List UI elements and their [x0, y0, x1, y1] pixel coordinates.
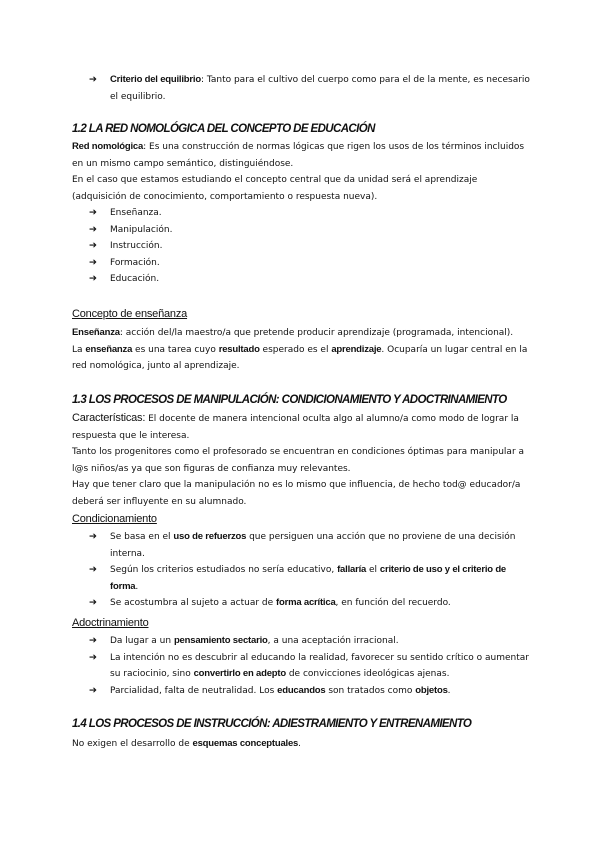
bold-term: fallaría — [337, 564, 367, 575]
arrow-icon: ➔ — [89, 223, 97, 235]
list-item — [72, 529, 532, 562]
subsection-heading: Adoctrinamiento — [72, 617, 149, 629]
bold-term: educandos — [277, 684, 326, 696]
condicionamiento-block — [72, 529, 532, 612]
text-run: . — [447, 685, 451, 696]
text-run: Se basa en el — [110, 532, 174, 542]
text-run: Según los criterios estudiados no sería educativo, — [110, 565, 338, 575]
item-text: Educación. — [110, 274, 160, 284]
bold-term: enseñanza — [85, 343, 133, 355]
arrow-icon: ➔ — [89, 240, 97, 251]
text-run: esperado es el — [259, 344, 332, 355]
text-run: , en función del recuerdo. — [335, 598, 451, 608]
red-nomologica-block — [72, 139, 532, 288]
list-item — [72, 683, 532, 700]
paragraph — [72, 342, 532, 375]
bold-term: Criterio del equilibrio — [110, 74, 201, 85]
definition-paragraph — [72, 325, 532, 342]
manipulacion-block — [72, 411, 532, 510]
arrow-icon: ➔ — [89, 273, 97, 284]
arrow-icon: ➔ — [89, 635, 97, 646]
list-item — [72, 650, 532, 683]
text-run: Parcialidad, falta de neutralidad. Los — [110, 685, 278, 696]
subsection-heading: Condicionamiento — [72, 513, 157, 525]
arrow-icon: ➔ — [89, 207, 97, 218]
section-heading: 1.4 LOS PROCESOS DE INSTRUCCIÓN: ADIESTRAMIENTO Y ENTRENAMIENTO — [72, 718, 472, 730]
text-run: Da lugar a un — [110, 636, 174, 646]
arrow-icon: ➔ — [89, 531, 97, 542]
text-run: Se acostumbra al sujeto a actuar de — [110, 598, 277, 608]
bold-term: pensamiento sectario — [173, 635, 268, 646]
definition-paragraph — [72, 139, 532, 172]
bold-term: objetos — [415, 684, 448, 696]
instruccion-block — [72, 736, 532, 753]
text-run: , a una aceptación irracional. — [267, 636, 399, 646]
text-run: son tratados como — [325, 685, 416, 696]
text-run: . — [298, 739, 302, 749]
list-item — [72, 222, 532, 239]
paragraph-text: : Es una construcción de normas lógicas que rigen los usos de los términos incluidos en un mismo campo semántico, distinguiéndose. — [72, 142, 525, 169]
concepto-block — [72, 325, 532, 375]
arrow-icon: ➔ — [89, 74, 97, 85]
section-heading: 1.2 LA RED NOMOLÓGICA DEL CONCEPTO DE EDUCACIÓN — [72, 123, 375, 135]
section-heading: 1.3 LOS PROCESOS DE MANIPULACIÓN: CONDICIONAMIENTO Y ADOCTRINAMIENTO — [72, 394, 507, 406]
arrow-icon: ➔ — [89, 564, 97, 575]
text-run: es una tarea cuyo — [132, 344, 219, 355]
bold-term: uso de refuerzos — [173, 531, 247, 542]
context-paragraph: En el caso que estamos estudiando el concepto central que da unidad será el aprendizaje (adquisición de conocimiento, comportamiento o respuesta nueva). — [72, 175, 478, 202]
list-item — [72, 205, 532, 222]
text-run: No exigen el desarrollo de — [72, 739, 193, 749]
bold-term: aprendizaje — [331, 343, 382, 355]
equilibrium-block — [72, 72, 532, 105]
text-run: La — [72, 344, 86, 355]
text-run: . — [135, 581, 139, 592]
list-item — [72, 562, 532, 595]
bold-term: Red nomológica — [72, 141, 144, 152]
paragraph-text: : acción del/la maestro/a que pretende producir aprendizaje (programada, intencional). — [119, 328, 514, 338]
item-text: : Tanto para el cultivo del cuerpo como para el de la mente, es necesario el equilibrio. — [110, 75, 530, 102]
item-text: Formación. — [110, 257, 160, 268]
list-item — [72, 255, 532, 272]
paragraph — [72, 411, 532, 444]
arrow-icon: ➔ — [89, 597, 97, 608]
text-run: el — [366, 565, 380, 575]
text-run: . Ocuparía un lugar central en la red nomológica, junto al aprendizaje. — [72, 344, 528, 371]
list-item — [72, 238, 532, 255]
bold-term: Enseñanza — [72, 327, 120, 338]
bold-term: convertirlo en adepto — [193, 668, 286, 679]
list-item — [72, 595, 532, 612]
text-run: La intención no es descubrir al educando la realidad, favorecer su sentido crítico o aumentar su raciocinio, sino — [110, 652, 530, 679]
bold-term: criterio de uso y el criterio de forma — [110, 564, 507, 592]
item-text: Instrucción. — [110, 241, 163, 251]
bold-term: resultado — [218, 343, 260, 355]
item-text: Manipulación. — [110, 224, 173, 235]
arrow-icon: ➔ — [89, 651, 97, 663]
paragraph: Hay que tener claro que la manipulación no es lo mismo que influencia, de hecho tod@ educador/a deberá ser influyente en su alumnado. — [72, 480, 521, 507]
list-item — [72, 271, 532, 288]
text-run: de convicciones ideológicas ajenas. — [285, 669, 450, 679]
item-text: Enseñanza. — [110, 208, 162, 218]
arrow-icon: ➔ — [89, 256, 97, 268]
arrow-icon: ➔ — [89, 684, 97, 696]
paragraph: Tanto los progenitores como el profesorado se encuentran en condiciones óptimas para manipular a l@s niños/as ya que son figuras de confianza muy relevantes. — [72, 447, 525, 474]
bold-term: esquemas conceptuales — [192, 738, 299, 749]
list-item — [72, 72, 532, 105]
characteristics-label: Características: — [72, 412, 146, 424]
text-run: que persiguen una acción que no proviene de una decisión interna. — [110, 532, 516, 559]
list-item — [72, 633, 532, 650]
bold-term: forma acrítica — [276, 597, 336, 608]
paragraph-text: El docente de manera intencional oculta algo al alumno/a como modo de lograr la respuesta que le interesa. — [72, 414, 519, 441]
adoctrinamiento-block — [72, 633, 532, 699]
subsection-heading: Concepto de enseñanza — [72, 308, 188, 320]
paragraph — [72, 736, 532, 753]
